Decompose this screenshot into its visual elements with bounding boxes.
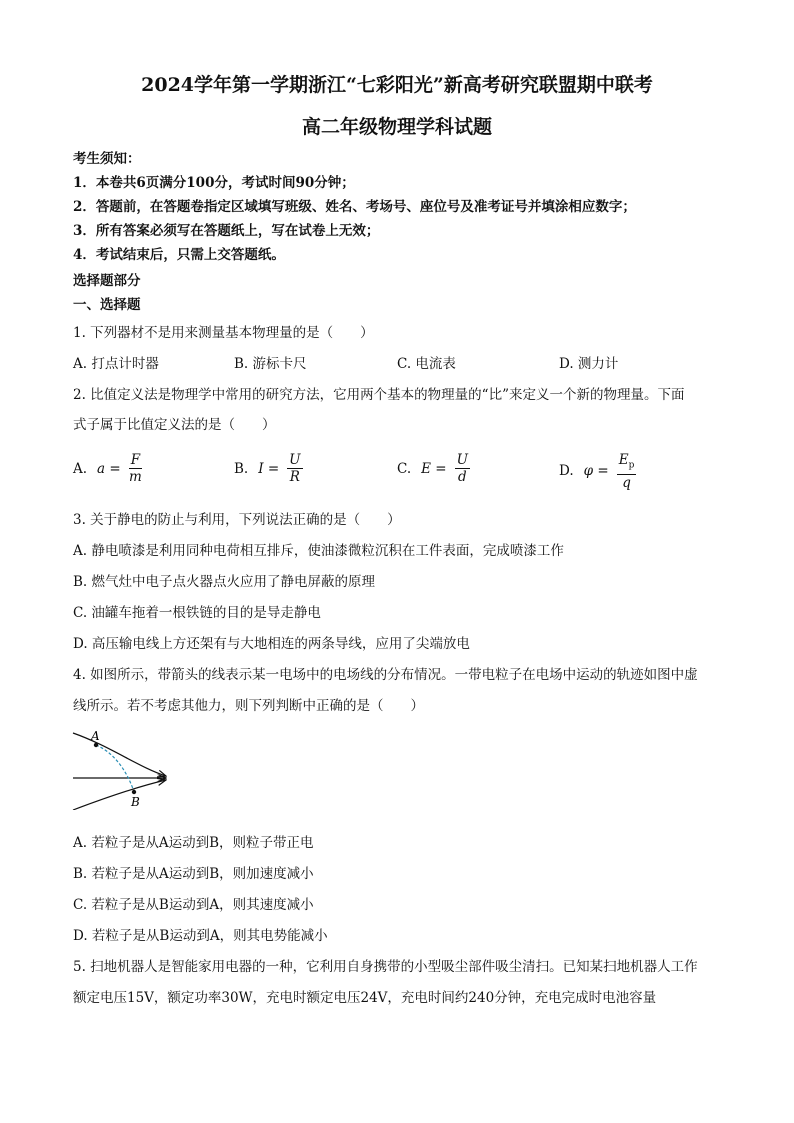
q2-stem-line2: 式子属于比值定义法的是（ ） bbox=[73, 417, 276, 433]
q1-option-c: C. 电流表 bbox=[397, 356, 456, 372]
q2-option-d-label: D. bbox=[559, 463, 574, 480]
q2-option-d-den: q bbox=[622, 474, 631, 491]
q2-stem-line1: 2. 比值定义法是物理学中常用的研究方法，它用两个基本的物理量的“比”来定义一个新的物理量。下面 bbox=[73, 387, 685, 403]
section-part: 选择题部分 bbox=[73, 273, 141, 289]
q2-option-c-num: U bbox=[456, 452, 468, 468]
q1-option-d: D. 测力计 bbox=[559, 356, 619, 372]
exam-subtitle: 高二年级物理学科试题 bbox=[301, 116, 492, 138]
q2-option-b-label: B. bbox=[234, 460, 249, 477]
q2-option-c-lhs: E = bbox=[421, 460, 447, 477]
q4-option-c: C. 若粒子是从B运动到A，则其速度减小 bbox=[73, 897, 314, 913]
q2-option-b bbox=[234, 452, 303, 485]
notice-item-4: 4．考试结束后，只需上交答题纸。 bbox=[73, 247, 285, 263]
section-heading: 一、选择题 bbox=[73, 297, 141, 313]
q2-option-a-lhs: a = bbox=[97, 460, 121, 477]
field-line-lower bbox=[73, 780, 166, 810]
q2-option-d-fraction bbox=[617, 452, 637, 491]
q3-option-d: D. 高压输电线上方还架有与大地相连的两条导线，应用了尖端放电 bbox=[73, 636, 470, 652]
q2-option-d-num-main: E bbox=[618, 452, 629, 468]
q4-option-d: D. 若粒子是从B运动到A，则其电势能减小 bbox=[73, 928, 328, 944]
q1-stem: 1. 下列器材不是用来测量基本物理量的是（ ） bbox=[73, 325, 374, 341]
q5-stem-line2: 额定电压15V，额定功率30W，充电时额定电压24V，充电时间约240分钟，充电完成时电池容量 bbox=[73, 990, 657, 1006]
q3-option-b: B. 燃气灶中电子点火器点火应用了静电屏蔽的原理 bbox=[73, 574, 376, 590]
q1-option-a: A. 打点计时器 bbox=[73, 356, 159, 372]
q2-option-a-den: m bbox=[128, 469, 142, 485]
q2-option-d-num-sub: p bbox=[628, 460, 635, 471]
q4-option-a: A. 若粒子是从A运动到B，则粒子带正电 bbox=[73, 835, 314, 851]
q5-stem-line1: 5. 扫地机器人是智能家用电器的一种，它利用自身携带的小型吸尘部件吸尘清扫。已知某扫地机器人工作 bbox=[73, 959, 698, 975]
point-a-dot bbox=[94, 743, 98, 747]
q2-option-c-den: d bbox=[457, 469, 467, 485]
q2-option-c-fraction bbox=[455, 452, 470, 485]
notice-item-1: 1．本卷共6页满分100分，考试时间90分钟； bbox=[73, 175, 355, 191]
q4-stem-line1: 4. 如图所示，带箭头的线表示某一电场中的电场线的分布情况。一带电粒子在电场中运动的轨迹如图中虚 bbox=[73, 667, 698, 683]
notice-heading: 考生须知： bbox=[73, 151, 141, 167]
q2-option-b-fraction bbox=[287, 452, 302, 485]
field-line-upper bbox=[73, 733, 166, 776]
notice-item-3: 3．所有答案必须写在答题纸上，写在试卷上无效； bbox=[73, 223, 380, 239]
q2-option-a-num: F bbox=[130, 452, 141, 468]
notice-item-2: 2．答题前，在答题卷指定区域填写班级、姓名、考场号、座位号及准考证号并填涂相应数字； bbox=[73, 199, 636, 215]
exam-title: 2024学年第一学期浙江“七彩阳光”新高考研究联盟期中联考 bbox=[141, 74, 653, 96]
q2-option-c bbox=[397, 452, 470, 485]
q2-option-b-num: U bbox=[289, 452, 301, 468]
q3-option-c: C. 油罐车拖着一根铁链的目的是导走静电 bbox=[73, 605, 321, 621]
point-a-label: A bbox=[91, 729, 100, 743]
q2-option-a bbox=[73, 452, 142, 485]
q4-option-b: B. 若粒子是从A运动到B，则加速度减小 bbox=[73, 866, 314, 882]
point-b-dot bbox=[132, 790, 136, 794]
q2-option-b-lhs: I = bbox=[258, 460, 280, 477]
q2-option-a-label: A. bbox=[73, 460, 88, 477]
q3-stem: 3. 关于静电的防止与利用，下列说法正确的是（ ） bbox=[73, 512, 401, 528]
q4-stem-line2: 线所示。若不考虑其他力，则下列判断中正确的是（ ） bbox=[73, 698, 424, 714]
q2-option-d-num bbox=[617, 452, 637, 475]
electric-field-figure bbox=[70, 728, 180, 810]
q2-option-d bbox=[559, 452, 636, 491]
q2-option-b-den: R bbox=[289, 469, 300, 485]
q1-option-b: B. 游标卡尺 bbox=[234, 356, 307, 372]
q2-option-d-lhs: φ = bbox=[583, 463, 609, 480]
q3-option-a: A. 静电喷漆是利用同种电荷相互排斥，使油漆微粒沉积在工件表面，完成喷漆工作 bbox=[73, 543, 564, 559]
point-b-label: B bbox=[131, 795, 140, 809]
q2-option-a-fraction bbox=[129, 452, 142, 485]
q2-option-c-label: C. bbox=[397, 460, 412, 477]
